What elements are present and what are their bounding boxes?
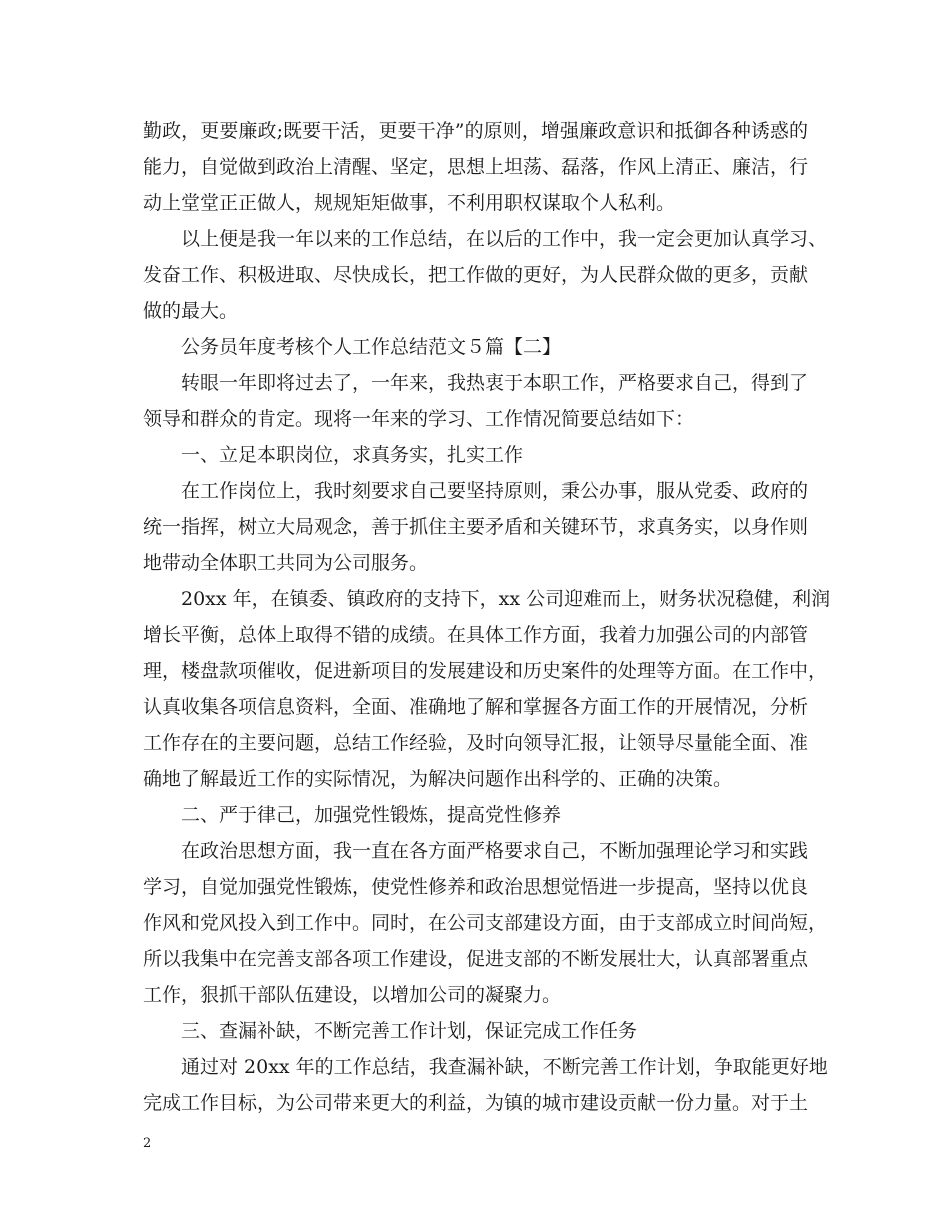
text-line: 以上便是我一年以来的工作总结，在以后的工作中，我一定会更加认真学习、 — [181, 228, 828, 250]
text-line: 认真收集各项信息资料，全面、准确地了解和掌握各方面工作的开展情况，分析 — [143, 696, 809, 718]
page-number: 2 — [143, 1136, 152, 1151]
text-line: 一、立足本职岗位，求真务实，扎实工作 — [181, 444, 524, 466]
text-line: 20xx 年，在镇委、镇政府的支持下，xx 公司迎难而上，财务状况稳健，利润 — [181, 588, 831, 610]
text-line: 做的最大。 — [143, 300, 239, 322]
text-line: 增长平衡，总体上取得不错的成绩。在具体工作方面，我着力加强公司的内部管 — [143, 624, 809, 646]
text-line: 作风和党风投入到工作中。同时，在公司支部建设方面，由于支部成立时间尚短， — [143, 912, 828, 934]
text-line: 发奋工作、积极进取、尽快成长，把工作做的更好，为人民群众做的更多，贡献 — [143, 264, 809, 286]
text-line: 在政治思想方面，我一直在各方面严格要求自己，不断加强理论学习和实践 — [181, 840, 809, 862]
text-line: 学习，自觉加强党性锻炼，使党性修养和政治思想觉悟进一步提高，坚持以优良 — [143, 876, 809, 898]
text-line: 工作，狠抓干部队伍建设，以增加公司的凝聚力。 — [143, 984, 562, 1006]
text-line: 能力，自觉做到政治上清醒、坚定，思想上坦荡、磊落，作风上清正、廉洁，行 — [143, 156, 809, 178]
text-line: 确地了解最近工作的实际情况，为解决问题作出科学的、正确的决策。 — [143, 768, 733, 790]
text-line: 在工作岗位上，我时刻要求自己要坚持原则，秉公办事，服从党委、政府的 — [181, 480, 809, 502]
text-line: 转眼一年即将过去了，一年来，我热衷于本职工作，严格要求自己，得到了 — [181, 372, 809, 394]
text-line: 地带动全体职工共同为公司服务。 — [143, 552, 429, 574]
text-line: 公务员年度考核个人工作总结范文５篇【二】 — [181, 336, 562, 358]
text-line: 理，楼盘款项催收，促进新项目的发展建设和历史案件的处理等方面。在工作中， — [143, 660, 828, 682]
text-line: 动上堂堂正正做人，规规矩矩做事，不利用职权谋取个人私利。 — [143, 192, 676, 214]
text-line: 通过对 20xx 年的工作总结，我查漏补缺，不断完善工作计划，争取能更好地 — [181, 1056, 828, 1078]
text-lines — [143, 113, 831, 1121]
text-line: 三、查漏补缺，不断完善工作计划，保证完成工作任务 — [181, 1020, 638, 1042]
text-line: 工作存在的主要问题，总结工作经验，及时向领导汇报，让领导尽量能全面、准 — [143, 732, 809, 754]
text-line: 勤政，更要廉政;既要干活，更要干净”的原则，增强廉政意识和抵御各种诱惑的 — [143, 120, 808, 142]
text-line: 领导和群众的肯定。现将一年来的学习、工作情况简要总结如下： — [143, 408, 695, 430]
text-line: 所以我集中在完善支部各项工作建设，促进支部的不断发展壮大，认真部署重点 — [143, 948, 809, 970]
text-line: 统一指挥，树立大局观念，善于抓住主要矛盾和关键环节，求真务实，以身作则 — [143, 516, 809, 538]
text-line: 完成工作目标，为公司带来更大的利益，为镇的城市建设贡献一份力量。对于土 — [143, 1092, 809, 1114]
text-line: 二、严于律己，加强党性锻炼，提高党性修养 — [181, 804, 562, 826]
document-body — [143, 113, 831, 1121]
